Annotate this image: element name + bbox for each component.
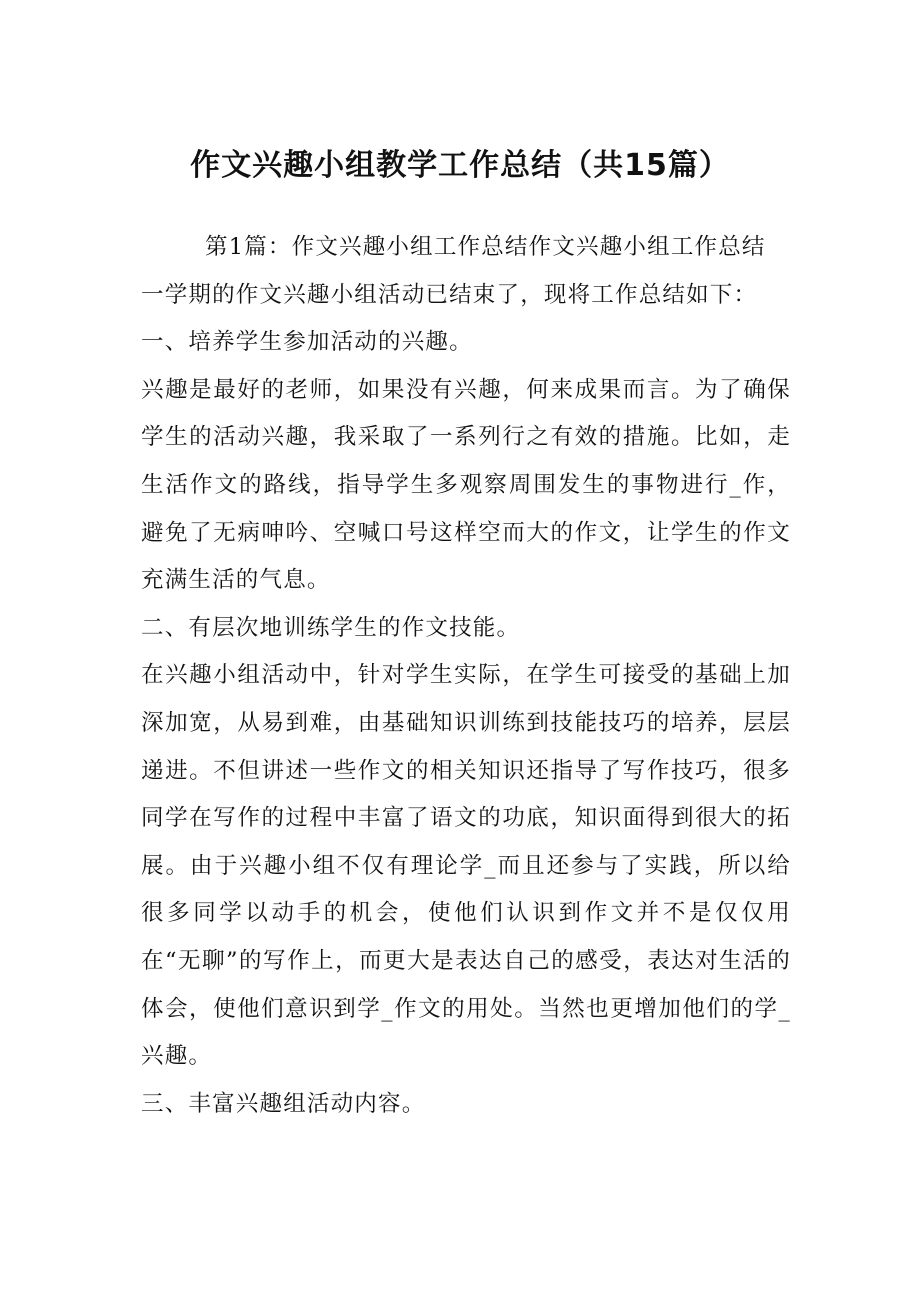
paragraph: 兴趣是最好的老师，如果没有兴趣，何来成果而言。为了确保学生的活动兴趣，我采取了一系列行之有效的措施。比如，走生活作文的路线，指导学生多观察周围发生的事物进行_作，避免了无病呻吟、空喊口号这样空而大的作文，让学生的作文充满生活的气息。 — [141, 376, 791, 594]
section-heading: 一、培养学生参加活动的兴趣。 — [141, 329, 473, 356]
document-body — [141, 224, 791, 1128]
paragraph-heading: 第1篇：作文兴趣小组工作总结作文兴趣小组工作总结 — [205, 234, 766, 260]
section-heading: 二、有层次地训练学生的作文技能。 — [141, 614, 521, 641]
paragraph: 一学期的作文兴趣小组活动已结束了，现将工作总结如下： — [141, 281, 758, 308]
document-title: 作文兴趣小组教学工作总结（共15篇） — [190, 148, 730, 183]
section-heading: 三、丰富兴趣组活动内容。 — [141, 1090, 426, 1117]
paragraph: 在兴趣小组活动中，针对学生实际，在学生可接受的基础上加深加宽，从易到难，由基础知识训练到技能技巧的培养，层层递进。不但讲述一些作文的相关知识还指导了写作技巧，很多同学在写作的过程中丰富了语文的功底，知识面得到很大的拓展。由于兴趣小组不仅有理论学_而且还参与了实践，所以给很多同学以动手的机会，使他们认识到作文并不是仅仅用在“无聊”的写作上，而更大是表达自己的感受，表达对生活的体会，使他们意识到学_作文的用处。当然也更增加他们的学_兴趣。 — [141, 662, 791, 1070]
